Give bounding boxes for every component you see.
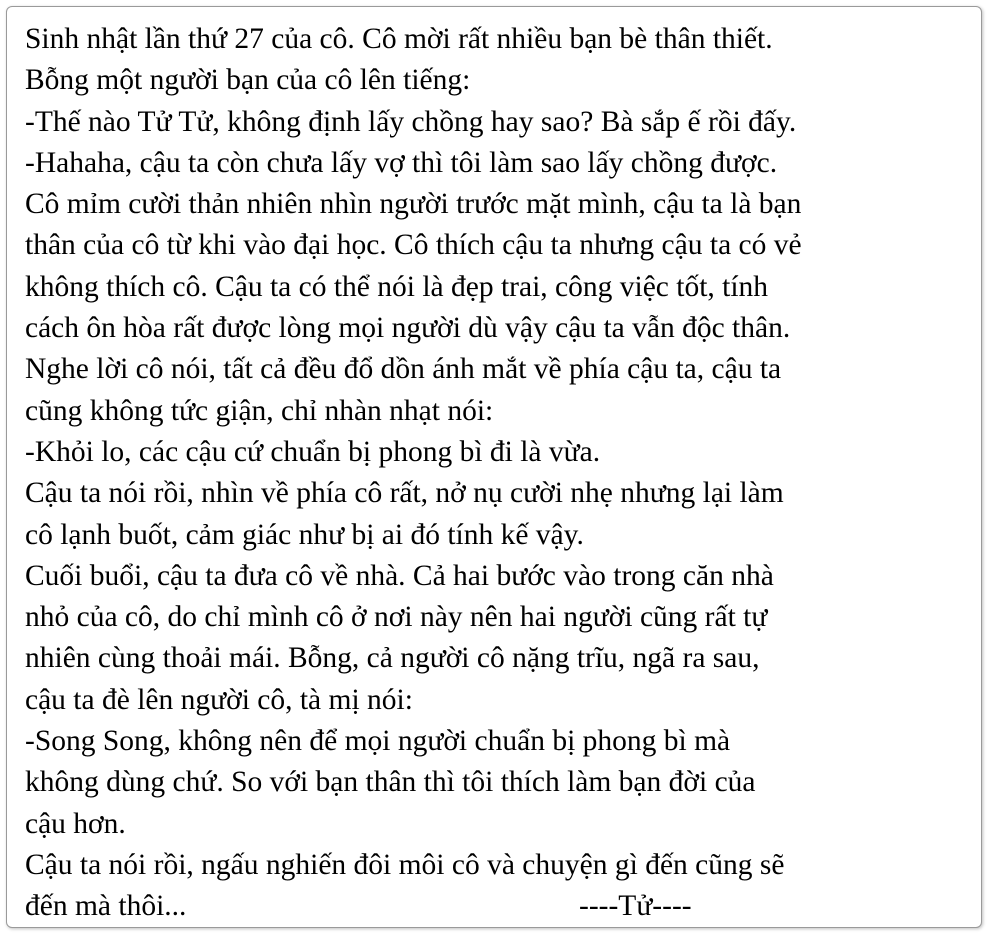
story-line: cậu ta đè lên người cô, tà mị nói: (25, 683, 413, 716)
story-line: nhiên cùng thoải mái. Bỗng, cả người cô nặng trĩu, ngã ra sau, (25, 642, 760, 675)
story-line: cậu hơn. (25, 807, 126, 840)
story-line: Bỗng một người bạn của cô lên tiếng: (25, 64, 471, 97)
document-panel (6, 6, 982, 928)
story-line: -Song Song, không nên để mọi người chuẩn bị phong bì mà (25, 725, 731, 758)
story-line: không dùng chứ. So với bạn thân thì tôi thích làm bạn đời của (25, 766, 756, 799)
story-line: Nghe lời cô nói, tất cả đều đổ dồn ánh mắt về phía cậu ta, cậu ta (25, 353, 782, 386)
story-line: cô lạnh buốt, cảm giác như bị ai đó tính kế vậy. (25, 518, 584, 551)
story-line: Cuối buổi, cậu ta đưa cô về nhà. Cả hai bước vào trong căn nhà (25, 559, 774, 592)
story-line: nhỏ của cô, do chỉ mình cô ở nơi này nên hai người cũng rất tự (25, 601, 768, 634)
story-line: -Hahaha, cậu ta còn chưa lấy vợ thì tôi làm sao lấy chồng được. (25, 146, 778, 179)
story-line: Cậu ta nói rồi, nhìn về phía cô rất, nở nụ cười nhẹ nhưng lại làm (25, 477, 784, 510)
story-line: Cậu ta nói rồi, ngấu nghiến đôi môi cô và chuyện gì đến cũng sẽ (25, 848, 785, 881)
story-line: cách ôn hòa rất được lòng mọi người dù vậy cậu ta vẫn độc thân. (25, 312, 791, 345)
story-line: -Khỏi lo, các cậu cứ chuẩn bị phong bì đi là vừa. (25, 435, 601, 468)
story-line: thân của cô từ khi vào đại học. Cô thích cậu ta nhưng cậu ta có vẻ (25, 229, 802, 262)
story-last-line (25, 886, 975, 927)
story-line: cũng không tức giận, chỉ nhàn nhạt nói: (25, 394, 494, 427)
author-signature: ----Tử---- (579, 890, 692, 923)
story-line: -Thế nào Tử Tử, không định lấy chồng hay sao? Bà sắp ế rồi đấy. (25, 105, 797, 138)
story-text (25, 19, 975, 928)
story-ending: đến mà thôi... (25, 890, 187, 923)
story-line: Cô mỉm cười thản nhiên nhìn người trước mặt mình, cậu ta là bạn (25, 188, 802, 221)
story-line: Sinh nhật lần thứ 27 của cô. Cô mời rất nhiều bạn bè thân thiết. (25, 23, 773, 55)
story-line: không thích cô. Cậu ta có thể nói là đẹp trai, công việc tốt, tính (25, 270, 769, 303)
